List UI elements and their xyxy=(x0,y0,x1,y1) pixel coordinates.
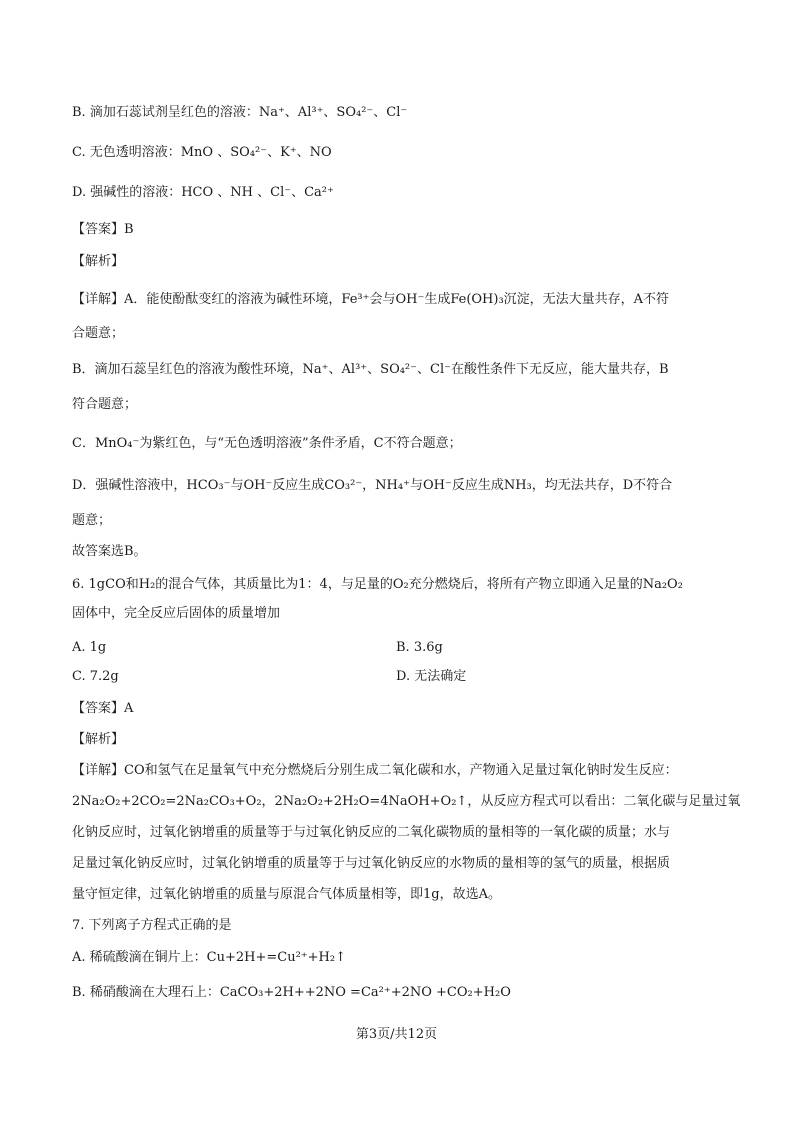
detail-2-line2: 2Na₂O₂+2CO₂=2Na₂CO₃+O₂，2Na₂O₂+2H₂O=4NaOH+O₂↑，从反应方程式可以看出：二氧化碳与足量过氧 xyxy=(72,794,741,809)
detail-b-line1: B．滴加石蕊呈红色的溶液为酸性环境，Na⁺、Al³⁺、SO₄²⁻、Cl⁻在酸性条件下无反应，能大量共存，B xyxy=(72,362,669,377)
detail-c-line: C．MnO₄⁻为紫红色，与“无色透明溶液”条件矛盾，C不符合题意； xyxy=(72,436,462,451)
question-6-options-row2 xyxy=(72,668,119,686)
answer-label-2: 【答案】A xyxy=(72,701,134,716)
option-c-line: C. 无色透明溶液：MnO 、SO₄²⁻、K⁺、NO xyxy=(72,145,332,160)
question-7-option-a: A. 稀硫酸滴在铜片上：Cu+2H+=Cu²⁺+H₂↑ xyxy=(72,950,346,965)
detail-b-line2: 符合题意； xyxy=(72,397,138,412)
analysis-label-2: 【解析】 xyxy=(72,732,125,747)
detail-2-line3: 化钠反应时，过氧化钠增重的质量等于与过氧化钠反应的二氧化碳物质的量相等的一氧化碳的质量；水与 xyxy=(72,825,671,840)
question-7-stem: 7. 下列离子方程式正确的是 xyxy=(72,918,232,933)
option-a: A. 1g xyxy=(72,640,107,655)
detail-d-line2: 题意； xyxy=(72,513,112,528)
page-footer: 第3页/共12页 xyxy=(355,1027,438,1042)
detail-d-line1: D．强碱性溶液中，HCO₃⁻与OH⁻反应生成CO₃²⁻，NH₄⁺与OH⁻反应生成NH₃，均无法共存，D不符合 xyxy=(72,478,673,493)
question-6-line2: 固体中，完全反应后固体的质量增加 xyxy=(72,606,281,621)
detail-a-line2: 合题意； xyxy=(72,326,125,341)
detail-2-line5: 量守恒定律，过氧化钠增重的质量与原混合气体质量相等，即1g，故选A。 xyxy=(72,887,501,902)
option-c: C. 7.2g xyxy=(72,669,119,684)
detail-2-line1: 【详解】CO和氢气在足量氧气中充分燃烧后分别生成二氧化碳和水，产物通入足量过氧化钠时发生反应： xyxy=(72,763,678,778)
option-d: D. 无法确定 xyxy=(396,669,467,684)
detail-a-line1: 【详解】A．能使酚酞变红的溶液为碱性环境，Fe³⁺会与OH⁻生成Fe(OH)₃沉淀，无法大量共存，A不符 xyxy=(72,292,670,307)
question-7-option-b: B. 稀硝酸滴在大理石上：CaCO₃+2H++2NO =Ca²⁺+2NO +CO₂+H₂O xyxy=(72,985,511,1000)
question-6-options-row1 xyxy=(72,639,106,657)
detail-2-line4: 足量过氧化钠反应时，过氧化钠增重的质量等于与过氧化钠反应的水物质的量相等的氢气的质量，根据质 xyxy=(72,856,671,871)
answer-label: 【答案】B xyxy=(72,222,134,237)
question-6-line1: 6. 1gCO和H₂的混合气体，其质量比为1：4，与足量的O₂充分燃烧后，将所有产物立即通入足量的Na₂O₂ xyxy=(72,577,683,592)
conclusion-line: 故答案选B。 xyxy=(72,544,147,559)
option-b-line: B. 滴加石蕊试剂呈红色的溶液：Na⁺、Al³⁺、SO₄²⁻、Cl⁻ xyxy=(72,105,408,120)
option-b: B. 3.6g xyxy=(396,640,443,655)
analysis-label: 【解析】 xyxy=(72,254,125,269)
option-d-line: D. 强碱性的溶液：HCO 、NH 、Cl⁻、Ca²⁺ xyxy=(72,185,334,200)
